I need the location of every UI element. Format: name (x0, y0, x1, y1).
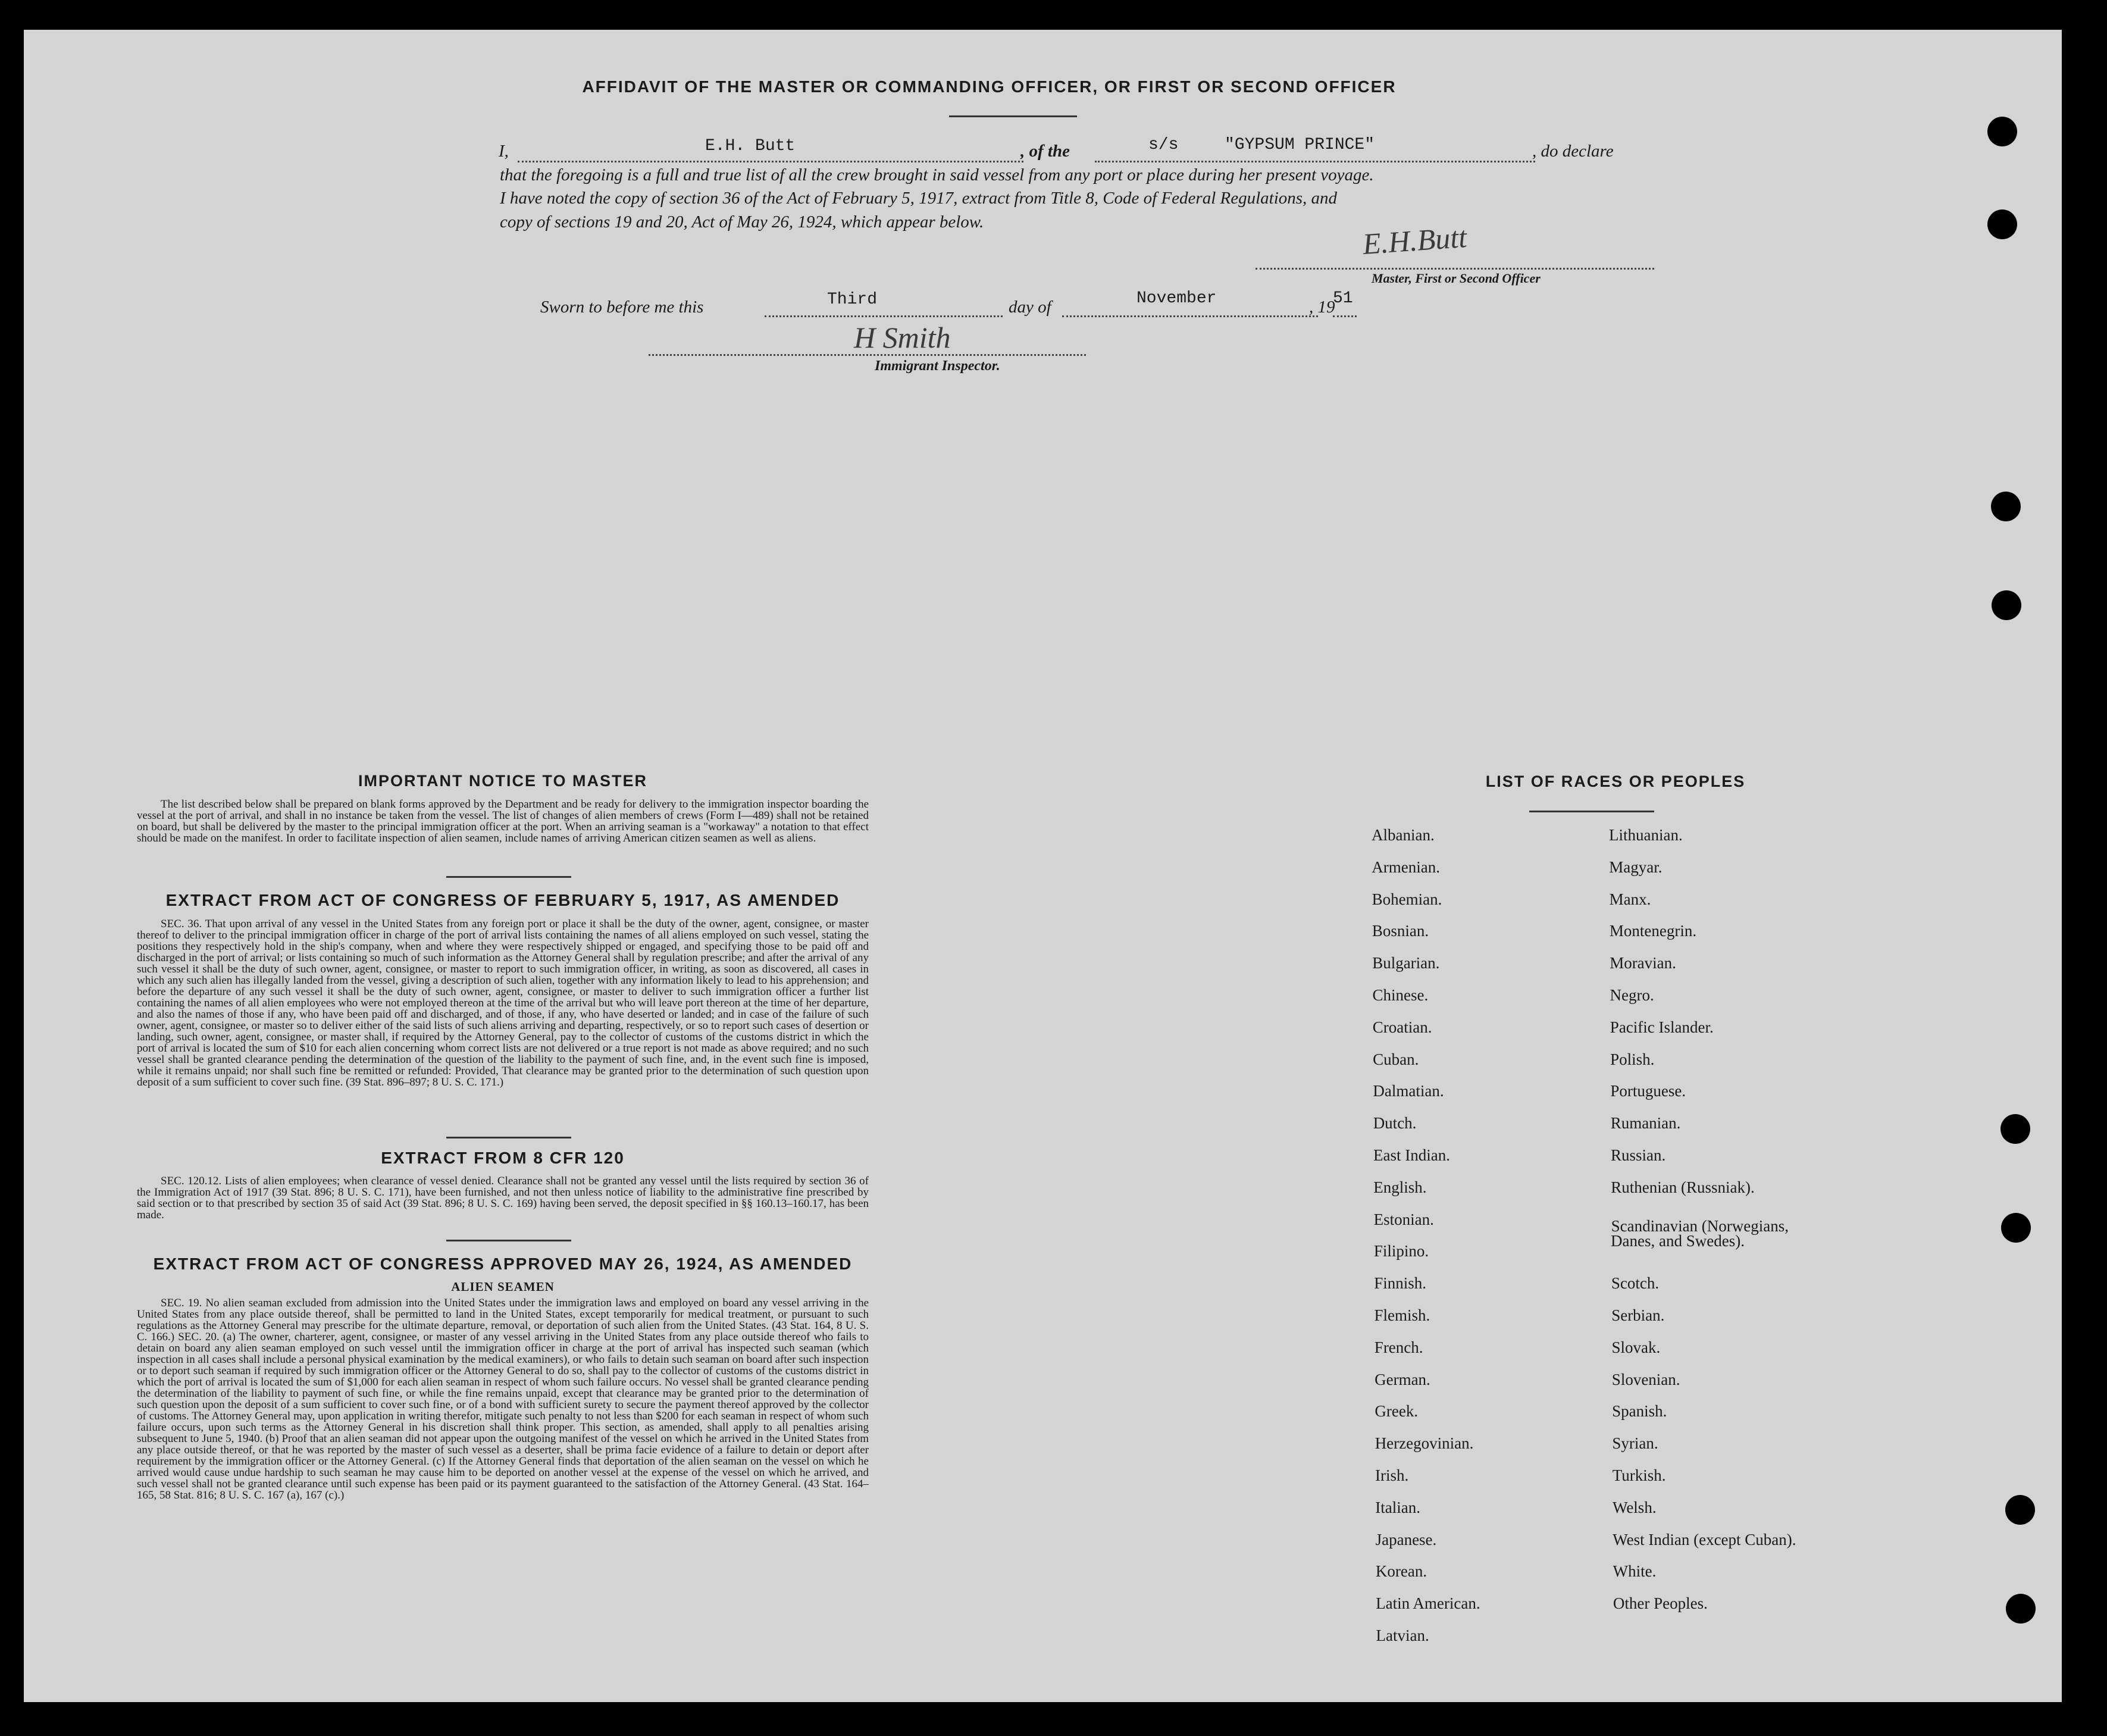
race-item: German. (1375, 1370, 1430, 1388)
race-item: Filipino. (1373, 1242, 1429, 1260)
extract-1917-title: EXTRACT FROM ACT OF CONGRESS OF FEBRUARY 5, 1917, AS AMENDED (165, 891, 840, 909)
declaration-line-3: I have noted the copy of section 36 of the Act of February 5, 1917, extract from Title 8, Code of Federal Regulations, and (500, 189, 1338, 208)
race-item: West Indian (except Cuban). (1613, 1530, 1796, 1549)
race-item: Other Peoples. (1613, 1594, 1708, 1613)
race-item: Serbian. (1611, 1306, 1665, 1324)
notice-body: The list described below shall be prepared on blank forms approved by the Department and be ready for delivery to the immigration inspector boarding the vessel at the port of arrival, and shall in no instance be taken from the vessel. The list of changes of alien members of crews (Form I—489) shall not be retained on board, but shall be delivered by the master to the principal immigration officer at the port. When an arriving seaman is a "workaway" a notation to that effect should be made on the manifest. In order to facilitate inspection of alien seamen, include names of arriving American citizen seamen as well as aliens. (137, 798, 869, 844)
race-item: Pacific Islander. (1610, 1018, 1714, 1036)
race-item: Welsh. (1613, 1498, 1657, 1516)
race-item: Finnish. (1374, 1274, 1426, 1293)
sworn-day-line (765, 315, 1003, 317)
officer-name-field: E.H. Butt (705, 137, 796, 155)
race-item: Korean. (1375, 1562, 1427, 1581)
race-item: Magyar. (1609, 858, 1663, 876)
race-item: Flemish. (1374, 1306, 1430, 1324)
race-item: Syrian. (1612, 1434, 1658, 1453)
race-item: White. (1613, 1562, 1657, 1581)
race-item: French. (1374, 1338, 1423, 1356)
binder-hole (2005, 1495, 2035, 1525)
race-item: Bohemian. (1372, 890, 1442, 908)
extract-1924-body: SEC. 19. No alien seaman excluded from admission into the United States under the immigration laws and employed on board any vessel arriving in the United States from any place outside thereof, shall be permitted to land in the United States, except temporarily for medical treatment, or pursuant to such regulations as the Attorney General may prescribe for the ultimate departure, removal, or deportation of such alien from the United States. (43 Stat. 164, 8 U. S. C. 166.) SEC. 20. (a) The owner, charterer, agent, consignee, or master of any vessel arriving in the United States from any place outside thereof who fails to detain on board any alien seaman employed on such vessel until the immigration officer in charge at the port of arrival has inspected such seaman (which inspection in all cases shall include a personal physical examination by the medical examiners), or who fails to detain such seaman on board after such inspection or to deport such seaman if required by such immigration officer or the Attorney General to do so, shall pay to the collector of customs of the customs district in which the port of arrival is located the sum of $1,000 for each alien seaman in respect of whom such failure occurs. No vessel shall be granted clearance pending the determination of the liability to payment of such fine, or while the fine remains unpaid, except that clearance may be granted prior to the determination of such question upon the deposit of a sum sufficient to cover such fine, or of a bond with sufficient surety to secure the payment thereof approved by the collector of customs. The Attorney General may, upon application in writing therefor, mitigate such penalty to not less than $200 for each seaman in respect of whom such failure occurs, upon such terms as the Attorney General in his discretion shall think proper. This section, as amended, shall apply to all penalties arising subsequent to June 5, 1940. (b) Proof that an alien seaman did not appear upon the outgoing manifest of the vessel on which he arrived in the United States from any place outside thereof, or that he was reported by the master of such vessel as a deserter, shall be prima facie evidence of a failure to detain or deport after requirement by the immigration officer or the Attorney General. (c) If the Attorney General finds that deportation of the alien seaman on the vessel on which he arrived would cause undue hardship to such seaman he may cause him to be deported on another vessel at the expense of the vessel on which he arrived, and such vessel shall not be granted clearance until such expense has been paid or its payment guaranteed to the satisfaction of the Attorney General. (43 Stat. 164–165, 58 Stat. 816; 8 U. S. C. 167 (a), 167 (c).) (137, 1297, 869, 1502)
divider (446, 1240, 571, 1241)
race-item: English. (1373, 1178, 1427, 1196)
master-signature: E.H.Butt (1361, 220, 1468, 261)
binder-hole (1991, 492, 2021, 521)
races-title: LIST OF RACES OR PEOPLES (1485, 772, 1746, 790)
race-item: Irish. (1375, 1466, 1409, 1484)
race-item: Dutch. (1373, 1114, 1417, 1133)
race-item: Estonian. (1373, 1210, 1434, 1228)
extract-1924-subtitle: ALIEN SEAMEN (451, 1280, 555, 1294)
race-item: Turkish. (1612, 1466, 1666, 1484)
race-item: Albanian. (1372, 826, 1435, 844)
do-declare-label: , do declare (1532, 142, 1614, 161)
divider (446, 876, 571, 878)
race-item: Japanese. (1375, 1530, 1437, 1549)
document-sheet (24, 30, 2062, 1702)
inspector-signature-line (649, 354, 1086, 356)
race-item: Greek. (1375, 1402, 1419, 1421)
race-item: Italian. (1375, 1498, 1421, 1516)
officer-name-line (518, 161, 1023, 162)
race-item: Spanish. (1612, 1402, 1667, 1421)
sworn-label: Sworn to before me this (540, 298, 704, 317)
binder-hole (2006, 1594, 2036, 1624)
sworn-day-field: Third (827, 290, 878, 309)
race-item: Armenian. (1372, 858, 1441, 876)
race-item: Latin American. (1376, 1594, 1480, 1613)
binder-hole (2001, 1213, 2031, 1243)
divider (446, 1137, 571, 1138)
race-item: Manx. (1609, 890, 1651, 908)
sworn-month-field: November (1137, 289, 1217, 308)
race-item: Scandinavian (Norwegians, (1611, 1217, 1789, 1235)
vessel-line (1095, 161, 1535, 162)
race-item: Moravian. (1610, 954, 1676, 972)
extract-1917-body: SEC. 36. That upon arrival of any vessel in the United States from any foreign port or place it shall be the duty of the owner, agent, consignee, or master thereof to deliver to the principal immigration officer in charge of the port of arrival lists containing the names of all aliens employed on such vessel, stating the positions they respectively hold in the ship's company, when and where they were respectively shipped or engaged, and specifying those to be paid off and discharged in the port of arrival; or lists containing so much of such information as the Attorney General shall by regulation prescribe; and after the arrival of any such vessel it shall be the duty of such owner, agent, consignee, or master to report to such immigration officer, in writing, as soon as discovered, all cases in which any such alien has illegally landed from the vessel, giving a description of such alien, together with any information likely to lead to his apprehension; and before the departure of any such vessel it shall be the duty of such owner, agent, consignee, or master to deliver to such immigration officer a further list containing the names of all alien employees who were not employed thereon at the time of the arrival but who will leave port thereon at the time of her departure, and also the names of those if any, who have been paid off and discharged, and of those, if any, who have deserted or landed; and in case of the failure of such owner, agent, consignee, or master so to deliver either of the said lists of such aliens arriving and departing, respectively, or so to report such cases of desertion or landing, such owner, agent, consignee, or master shall, if required by the Attorney General, pay to the collector of customs of the customs district in which the port of arrival is located the sum of $10 for each alien concerning whom correct lists are not delivered or a true report is not made as above required; and no such vessel shall be granted clearance pending the determination of the question of the liability to the payment of such fine, and, in the event such fine is imposed, while it remains unpaid; nor shall such fine be remitted or refunded: Provided, That clearance may be granted prior to the determination of such question upon deposit of a sum sufficient to cover such fine. (39 Stat. 896–897; 8 U. S. C. 171.) (137, 918, 869, 1088)
race-item: Herzegovinian. (1375, 1434, 1474, 1453)
binder-hole (1992, 590, 2021, 620)
notice-title: IMPORTANT NOTICE TO MASTER (358, 772, 647, 790)
i-label: I, (499, 142, 509, 161)
race-item: Bosnian. (1372, 922, 1429, 940)
master-signature-line (1256, 268, 1654, 270)
race-item: Russian. (1611, 1146, 1666, 1164)
race-item: Dalmatian. (1373, 1082, 1444, 1100)
race-item: Negro. (1610, 986, 1654, 1004)
race-item: Lithuanian. (1609, 826, 1683, 844)
race-item: Bulgarian. (1372, 954, 1440, 972)
declaration-line-2: that the foregoing is a full and true list of all the crew brought in said vessel from any port or place during her present voyage. (500, 165, 1374, 184)
race-item: East Indian. (1373, 1146, 1450, 1164)
race-item: Polish. (1610, 1050, 1655, 1068)
extract-cfr-body: SEC. 120.12. Lists of alien employees; when clearance of vessel denied. Clearance shall not be granted any vessel until the lists required by section 36 of the Immigration Act of 1917 (39 Stat. 896; 8 U. S. C. 171), have been furnished, and not then unless notice of liability to the administrative fine prescribed by said section or to that prescribed by section 35 of said Act (39 Stat. 896; 8 U. S. C. 169) having been served, the deposit specified in §§ 160.13–160.17, has been made. (137, 1175, 869, 1221)
inspector-label: Immigrant Inspector. (875, 358, 1000, 374)
affidavit-title: AFFIDAVIT OF THE MASTER OR COMMANDING OFFICER, OR FIRST OR SECOND OFFICER (582, 77, 1397, 96)
races-title-rule (1529, 811, 1654, 812)
race-item: Montenegrin. (1609, 922, 1697, 940)
race-item: Slovak. (1611, 1338, 1661, 1356)
of-the-label: , of the (1020, 142, 1070, 161)
race-item: Portuguese. (1610, 1082, 1686, 1100)
day-of-label: day of (1009, 298, 1051, 317)
extract-1924-title: EXTRACT FROM ACT OF CONGRESS APPROVED MAY 26, 1924, AS AMENDED (153, 1255, 853, 1273)
race-item: Scotch. (1611, 1274, 1660, 1293)
race-item: Slovenian. (1611, 1370, 1680, 1388)
master-label: Master, First or Second Officer (1372, 271, 1541, 286)
race-item: Chinese. (1372, 986, 1429, 1004)
binder-hole (2000, 1114, 2030, 1144)
extract-cfr-title: EXTRACT FROM 8 CFR 120 (381, 1149, 625, 1167)
inspector-signature: H Smith (854, 321, 951, 354)
binder-hole (1987, 209, 2017, 239)
race-item: Latvian. (1376, 1626, 1429, 1644)
year-field: 51 (1333, 289, 1353, 308)
vessel-prefix: s/s (1148, 136, 1179, 154)
vessel-name-field: "GYPSUM PRINCE" (1225, 136, 1375, 154)
declaration-line-4: copy of sections 19 and 20, Act of May 26, 1924, which appear below. (500, 212, 984, 232)
race-item-continuation: Danes, and Swedes). (1611, 1232, 1745, 1250)
year-line (1333, 315, 1357, 317)
race-item: Croatian. (1372, 1018, 1432, 1036)
race-item: Rumanian. (1610, 1114, 1681, 1133)
year-prefix: , 19 (1309, 298, 1335, 317)
sworn-month-line (1062, 315, 1318, 317)
binder-hole (1987, 117, 2017, 146)
title-rule (949, 115, 1077, 117)
race-item: Cuban. (1373, 1050, 1419, 1068)
race-item: Ruthenian (Russniak). (1611, 1178, 1755, 1196)
